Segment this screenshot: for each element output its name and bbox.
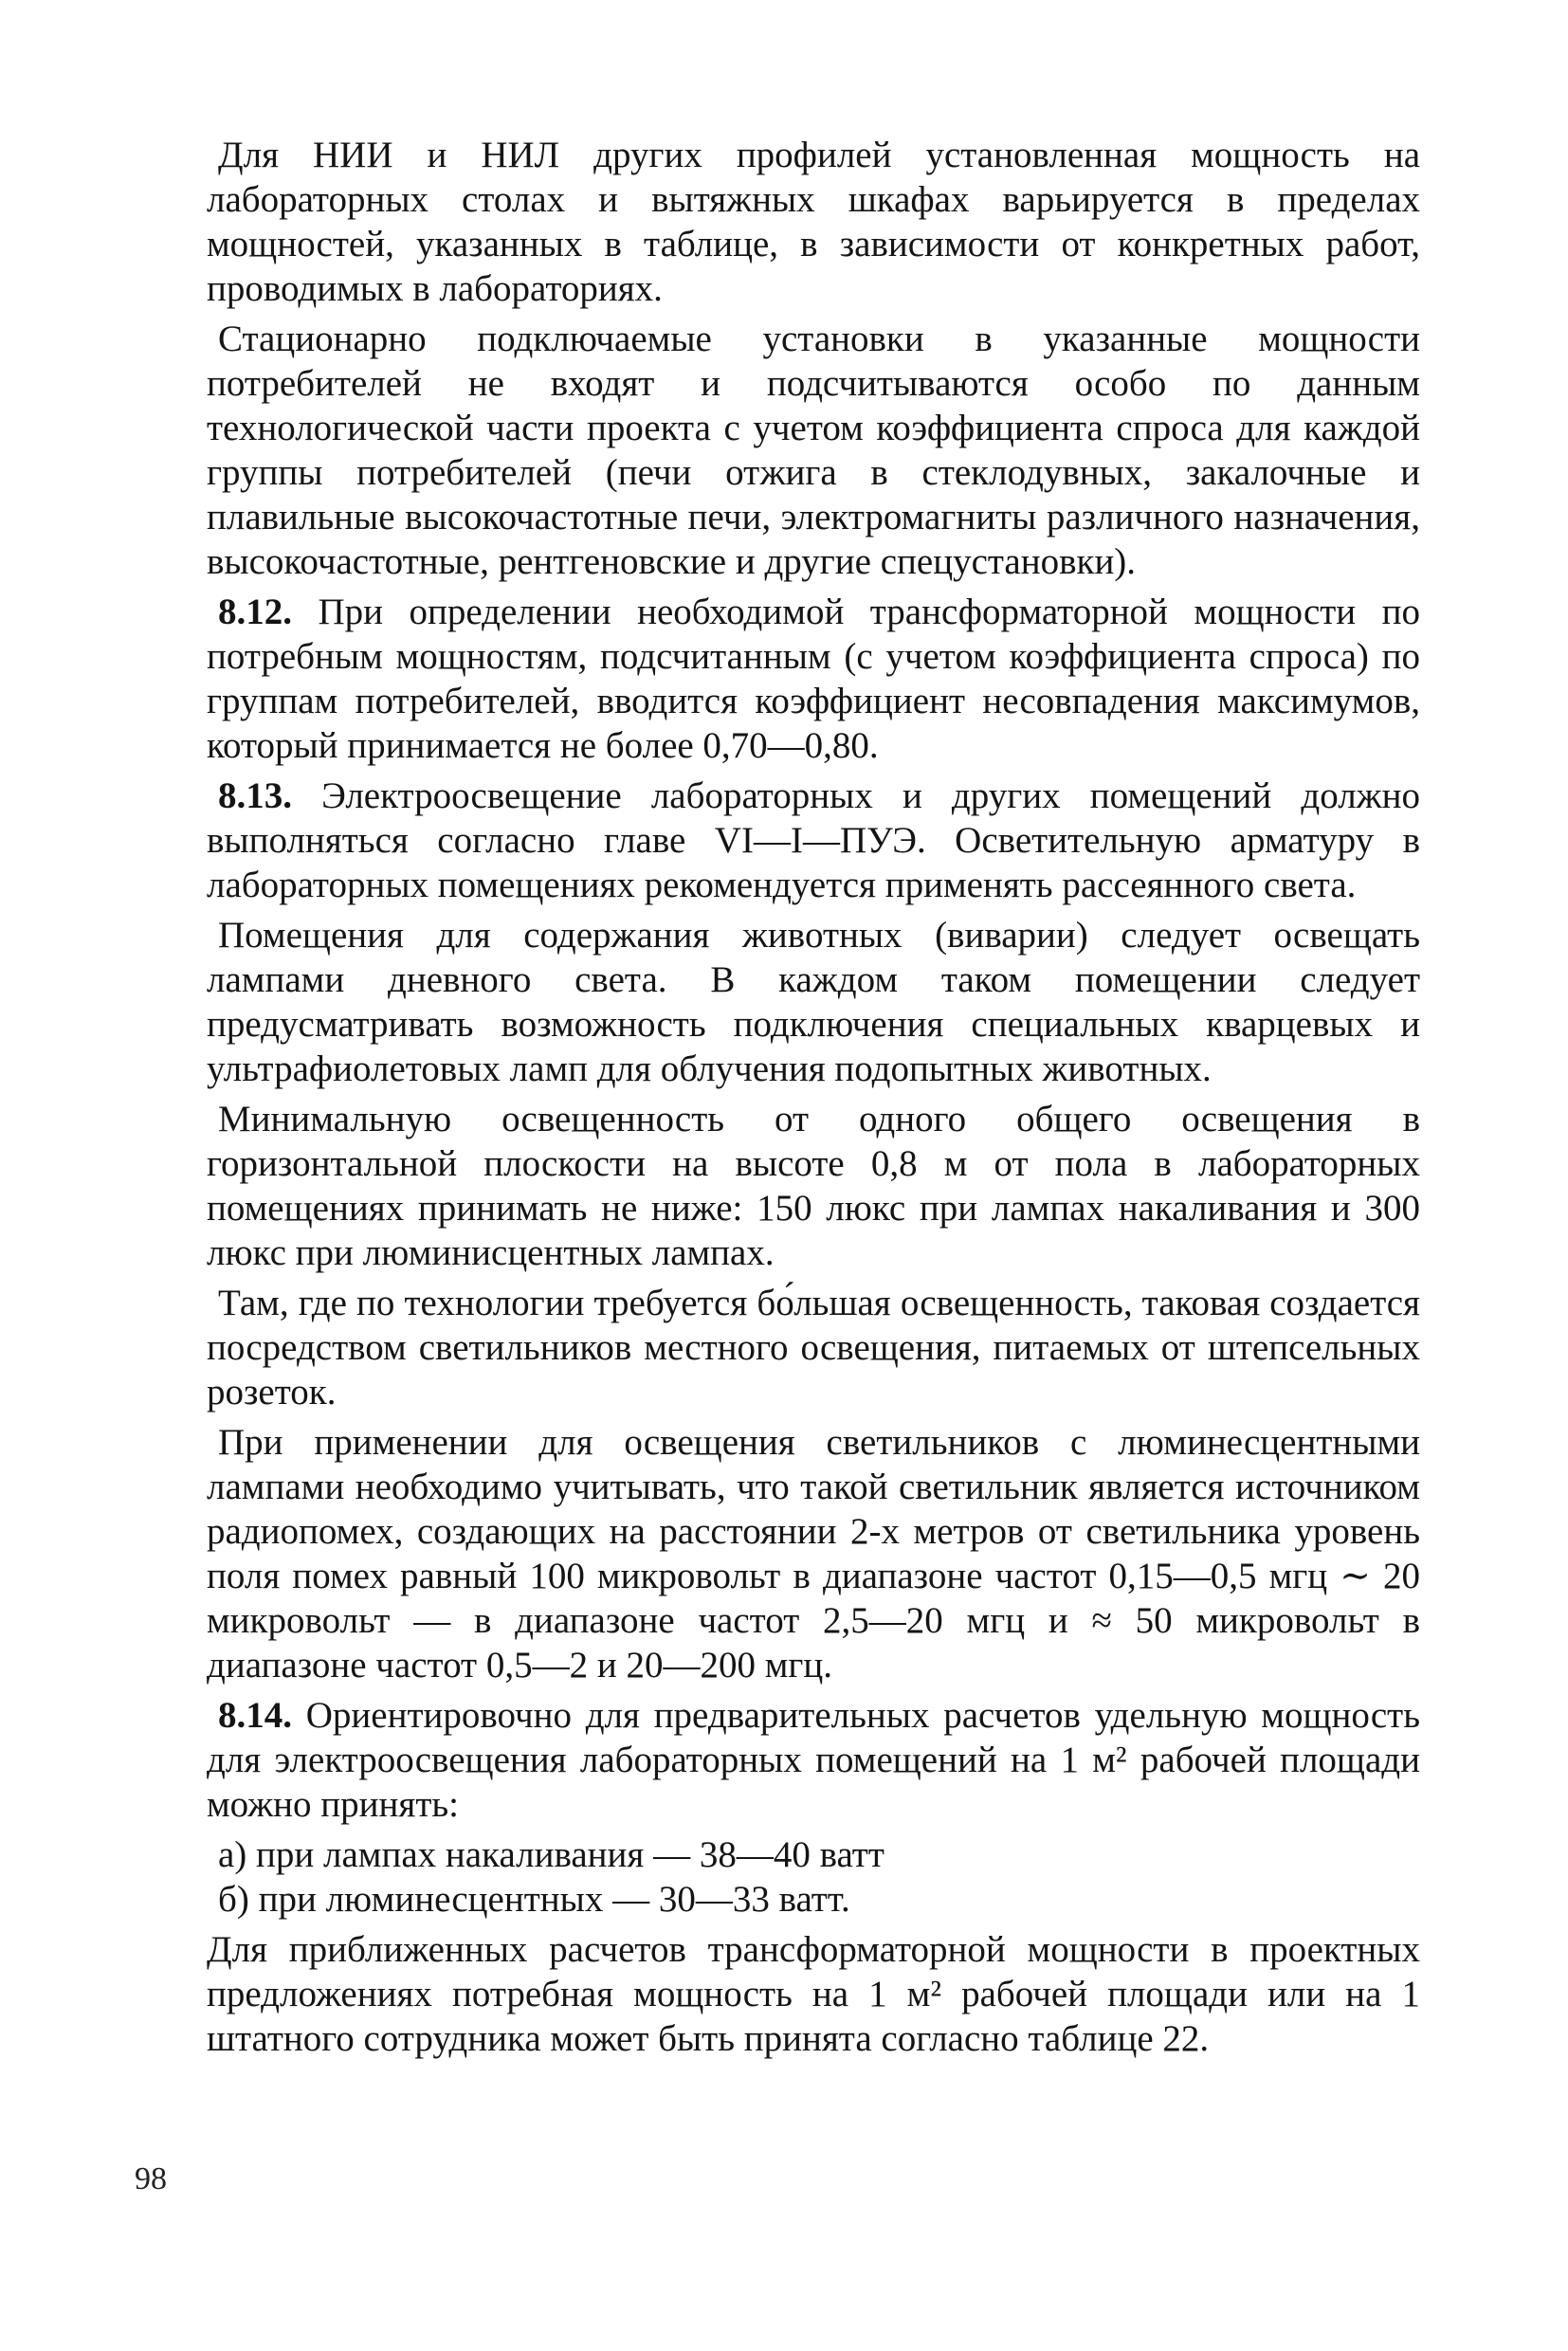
paragraph-8-12 (207, 590, 1420, 768)
paragraph-stationary-installations (207, 317, 1420, 584)
paragraph-vivarium-lighting (207, 913, 1420, 1091)
paragraph-text: Для НИИ и НИЛ других профилей установленная мощность на лабораторных столах и вытяжных шкафах варьируется в пределах мощностей, указанных в таблице, в зависимости от конкретных работ, проводимых в лабораториях. (207, 135, 1420, 309)
list-item-incandescent: а) при лампах накаливания — 38—40 ватт (218, 1834, 884, 1875)
paragraph-text: Там, где по технологии требуется бо́льшая освещенность, таковая создается посредством светильников местного освещения, питаемых от штепсельных розеток. (207, 1283, 1420, 1412)
paragraph-lab-power-variation (207, 133, 1420, 311)
paragraph-text: При применении для освещения светильников с люминесцентными лампами необходимо учитывать, что такой светильник является источником радиопомех, создающих на расстоянии 2-х метров от светильника уровень поля помех равный 100 микровольт в диапазоне частот 0,15—0,5 мгц ∼ 20 микровольт — в диапазоне частот 2,5—20 мгц и ≈ 50 микровольт в диапазоне частот 0,5—2 и 20—200 мгц. (207, 1422, 1420, 1686)
paragraph-text: Ориентировочно для предварительных расчетов удельную мощность для электроосвещения лабораторных помещений на 1 м² рабочей площади можно принять: (207, 1695, 1420, 1825)
list-item-fluorescent: б) при люминесцентных — 30—33 ватт. (218, 1879, 850, 1920)
paragraph-text: При определении необходимой трансформаторной мощности по потребным мощностям, подсчитанным (с учетом коэффициента спроса) по группам потребителей, вводится коэффициент несовпадения максимумов, который принимается не более 0,70—0,80. (207, 592, 1420, 766)
paragraph-text: Минимальную освещенность от одного общего освещения в горизонтальной плоскости на высоте 0,8 м от пола в лабораторных помещениях принимать не ниже: 150 люкс при лампах накаливания и 300 люкс при люминисцентных лампах. (207, 1099, 1420, 1273)
paragraph-closing: Для приближенных расчетов трансформаторной мощности в проектных предложениях потребная мощность на 1 м² рабочей площади или на 1 штатного сотрудника может быть принята согласно таблице 22. (207, 1929, 1420, 2059)
section-number: 8.14. (218, 1695, 292, 1736)
section-number: 8.13. (218, 775, 292, 816)
section-number: 8.12. (218, 592, 292, 632)
paragraph-local-lighting (207, 1281, 1420, 1414)
paragraph-8-14 (207, 1693, 1420, 1827)
paragraph-8-13 (207, 774, 1420, 907)
paragraph-text: Стационарно подключаемые установки в указанные мощности потребителей не входят и подсчитываются особо по данным технологической части проекта с учетом коэффициента спроса для каждой группы потребителей (печи отжига в стеклодувных, закалочные и плавильные высокочастотные печи, электромагниты различного назначения, высокочастотные, рентгеновские и другие спецустановки). (207, 319, 1420, 582)
paragraph-text: Помещения для содержания животных (виварии) следует освещать лампами дневного света. В каждом таком помещении следует предусматривать возможность подключения специальных кварцевых и ультрафиолетовых ламп для облучения подопытных животных. (207, 915, 1420, 1089)
paragraph-text: Электроосвещение лабораторных и других помещений должно выполняться согласно главе VI—I—ПУЭ. Осветительную арматуру в лабораторных помещениях рекомендуется применять рассеянного света. (207, 775, 1420, 905)
paragraph-radio-interference (207, 1420, 1420, 1687)
paragraph-minimum-illuminance (207, 1097, 1420, 1275)
page-number: 98 (135, 2161, 167, 2196)
body-text (207, 133, 1420, 2067)
